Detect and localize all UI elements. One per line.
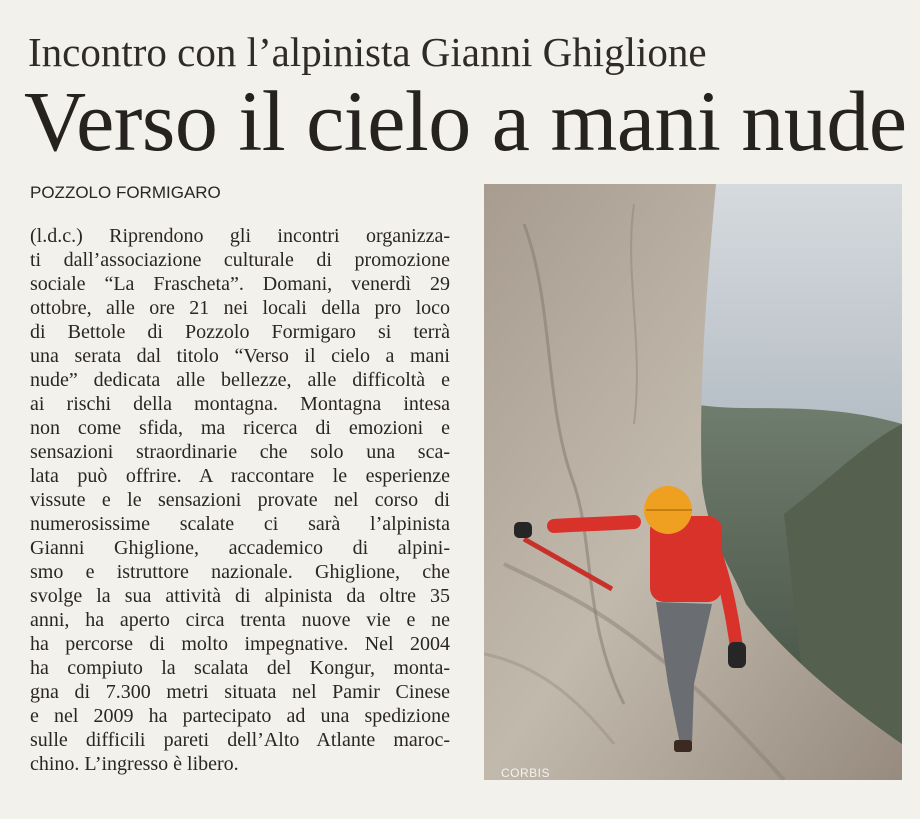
body-line: (l.d.c.) Riprendono gli incontri organizza- <box>30 225 450 247</box>
body-line: vissute e le sensazioni provate nel corso di <box>30 489 450 511</box>
body-line: e nel 2009 ha partecipato ad una spedizione <box>30 705 450 727</box>
article-body <box>30 224 450 776</box>
body-line: sulle difficili pareti dell’Alto Atlante maroc- <box>30 729 450 751</box>
body-line: ottobre, alle ore 21 nei locali della pro loco <box>30 297 450 319</box>
body-line: svolge la sua attività di alpinista da oltre 35 <box>30 585 450 607</box>
article-headline: Verso il cielo a mani nude <box>24 73 907 169</box>
body-line: non come sfida, ma ricerca di emozioni e <box>30 417 450 439</box>
body-line: chino. L’ingresso è libero. <box>30 753 239 775</box>
article-dateline: POZZOLO FORMIGARO <box>30 183 221 202</box>
body-line: anni, ha aperto circa trenta nuove vie e ne <box>30 609 450 631</box>
body-line: lata può offrire. A raccontare le esperienze <box>30 465 450 487</box>
body-line: ai rischi della montagna. Montagna intesa <box>30 393 450 415</box>
body-line: gna di 7.300 metri situata nel Pamir Cinese <box>30 681 450 703</box>
body-line: smo e istruttore nazionale. Ghiglione, che <box>30 561 450 583</box>
body-line: una serata dal titolo “Verso il cielo a mani <box>30 345 450 367</box>
photo-credit: CORBIS <box>501 766 551 780</box>
body-line: sociale “La Frascheta”. Domani, venerdì 29 <box>30 273 450 295</box>
previous-article-bleed <box>0 0 920 12</box>
climber-photo <box>484 184 902 780</box>
body-line: sensazioni straordinarie che solo una sca- <box>30 441 450 463</box>
body-line: nude” dedicata alle bellezze, alle difficoltà e <box>30 369 450 391</box>
body-line: Gianni Ghiglione, accademico di alpini- <box>30 537 450 559</box>
body-line: ha compiuto la scalata del Kongur, monta- <box>30 657 450 679</box>
body-line: numerosissime scalate ci sarà l’alpinista <box>30 513 450 535</box>
body-line: di Bettole di Pozzolo Formigaro si terrà <box>30 321 450 343</box>
body-line: ha percorse di molto impegnative. Nel 2004 <box>30 633 450 655</box>
article-kicker: Incontro con l’alpinista Gianni Ghiglione <box>28 29 707 75</box>
body-line: ti dall’associazione culturale di promozione <box>30 249 450 271</box>
